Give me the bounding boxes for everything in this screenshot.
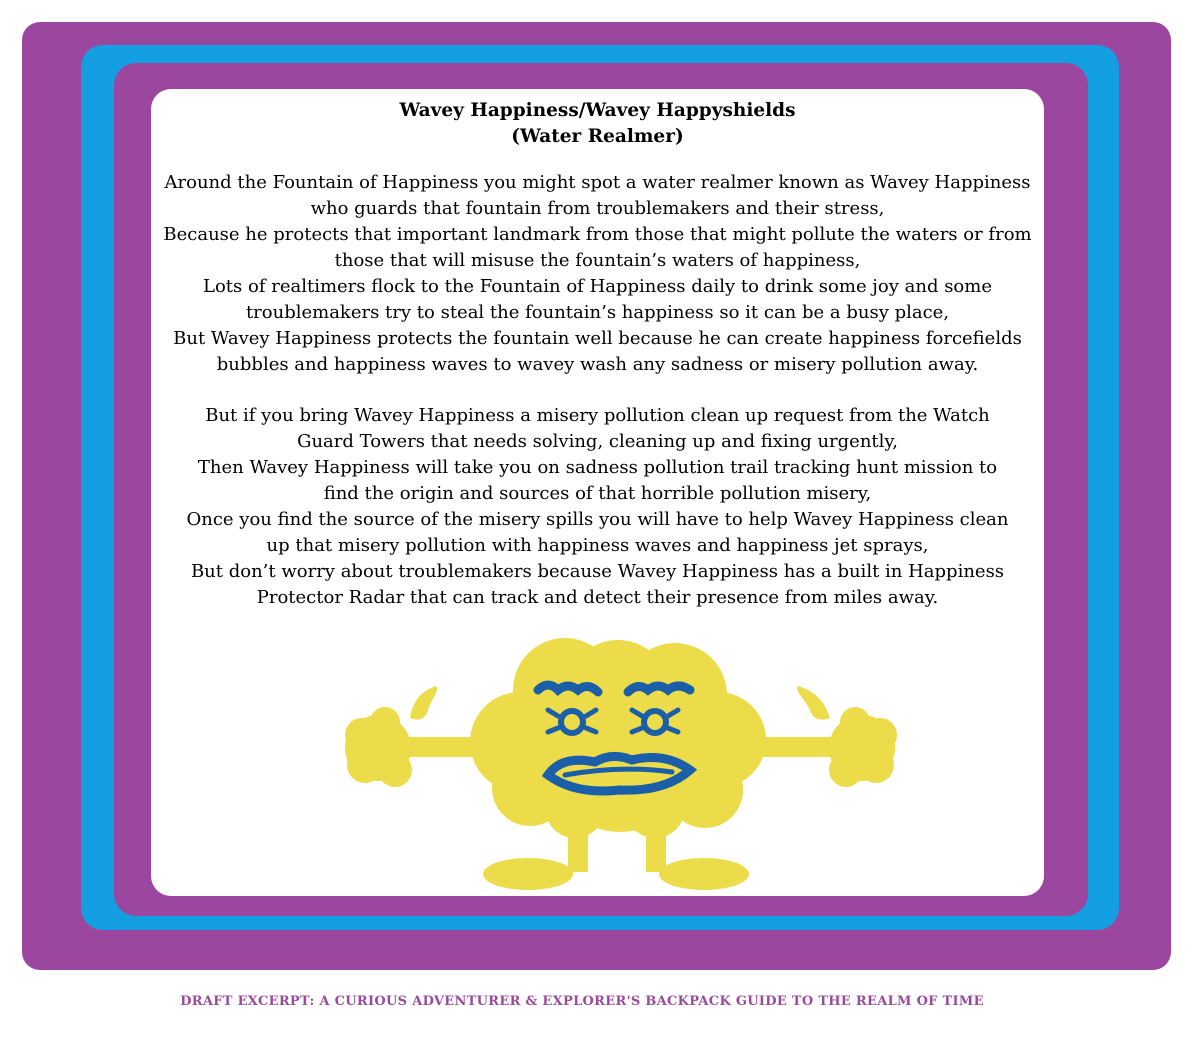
paragraph-1-line: Around the Fountain of Happiness you might spot a water realmer known as Wavey Happiness: [164, 172, 1031, 193]
paragraph-1-line: those that will misuse the fountain’s waters of happiness,: [334, 250, 861, 271]
paragraph-1-line: bubbles and happiness waves to wavey wash any sadness or misery pollution away.: [216, 354, 979, 375]
wavey-happiness-mascot: [320, 630, 920, 900]
paragraph-1-line: Because he protects that important landmark from those that might pollute the waters or from: [163, 224, 1032, 245]
paragraph-2-line: find the origin and sources of that horrible pollution misery,: [323, 483, 872, 504]
paragraph-2-line: Protector Radar that can track and detect their presence from miles away.: [256, 587, 939, 608]
paragraph-2-line: Once you find the source of the misery spills you will have to help Wavey Happiness clean: [186, 509, 1009, 530]
title-line-2: (Water Realmer): [511, 126, 684, 147]
paragraph-1-line: troublemakers try to steal the fountain’s happiness so it can be a busy place,: [245, 302, 950, 323]
paragraph-2-line: up that misery pollution with happiness waves and happiness jet sprays,: [266, 535, 929, 556]
mascot-body: [345, 638, 897, 890]
paragraph-2-line: Guard Towers that needs solving, cleaning up and fixing urgently,: [297, 431, 898, 452]
paragraph-2: [151, 403, 1044, 611]
paragraph-2-line: But don’t worry about troublemakers because Wavey Happiness has a built in Happiness: [190, 561, 1005, 582]
paragraph-1: [151, 170, 1044, 378]
mascot-left-fist: [345, 686, 437, 787]
mascot-left-foot: [483, 858, 573, 890]
paragraph-1-line: But Wavey Happiness protects the fountain well because he can create happiness forcefields: [173, 328, 1022, 349]
paragraph-1-line: who guards that fountain from troublemakers and their stress,: [310, 198, 885, 219]
mascot-right-foot: [659, 858, 749, 890]
paragraph-2-line: Then Wavey Happiness will take you on sadness pollution trail tracking hunt mission to: [197, 457, 998, 478]
paragraph-1-line: Lots of realtimers flock to the Fountain of Happiness daily to drink some joy and some: [203, 276, 992, 297]
paragraph-2-line: But if you bring Wavey Happiness a misery pollution clean up request from the Watch: [205, 405, 990, 426]
mascot-right-fist: [797, 686, 897, 787]
footer-caption: DRAFT EXCERPT: A CURIOUS ADVENTURER & EXPLORER'S BACKPACK GUIDE TO THE REALM OF TIME: [180, 994, 984, 1009]
page-title: [151, 98, 1044, 150]
title-line-1: Wavey Happiness/Wavey Happyshields: [399, 100, 796, 121]
mascot-cloud-head: [470, 638, 766, 838]
